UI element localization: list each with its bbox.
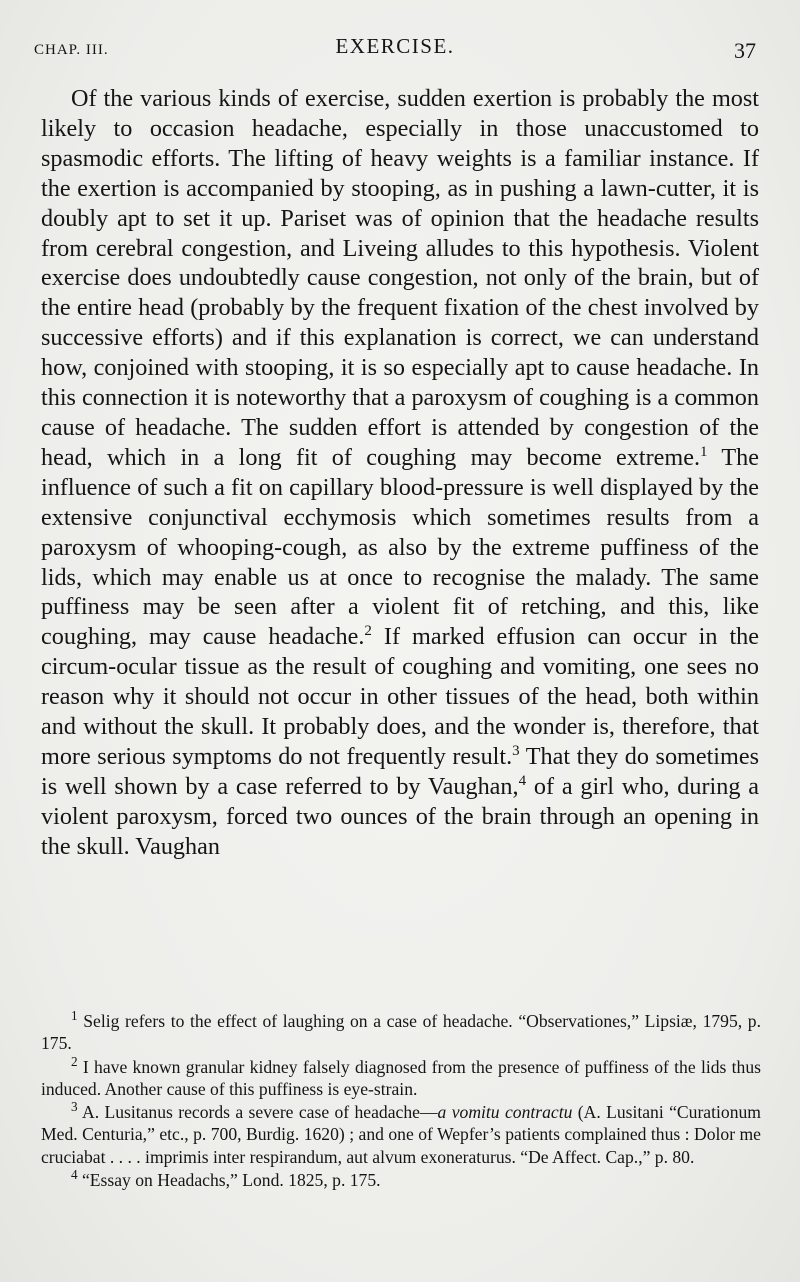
chapter-label: CHAP. III. (34, 42, 109, 58)
footnote-text: (A. Lusitani “Curationum Med. Centuria,” etc., p. 700, Burdig. 1620) ; and one of Wepfer’s patients complained thus : Dolor me cruciabat . . . . imprimis inter respirandum, aut alvum exoneraturus. “De Affect. Cap.,” p. 80. (41, 1102, 761, 1167)
footnote-3 (41, 1101, 761, 1168)
footnote-ref-3: 3 (512, 742, 520, 759)
footnote-mark: 3 (71, 1099, 78, 1115)
body-text-segment: If marked effusion can occur in the circum-ocular tissue as the result of coughing and vomiting, one sees no reason why it should not occur in other tissues of the head, both within and without the skull. It probably does, and the wonder is, therefore, that more serious symptoms do not frequently result. (41, 623, 759, 770)
footnote-ref-4: 4 (518, 772, 527, 789)
body-text (41, 84, 759, 862)
running-title: EXERCISE. (335, 34, 455, 58)
footnote-mark: 2 (71, 1053, 78, 1069)
footnote-4 (41, 1169, 761, 1191)
page-number: 37 (734, 38, 756, 63)
footnotes (41, 1010, 761, 1191)
footnote-1 (41, 1010, 761, 1055)
footnote-italic-phrase: a vomitu contractu (437, 1102, 573, 1123)
footnote-mark: 1 (71, 1008, 78, 1024)
body-text-segment: The influence of such a fit on capillary blood-pressure is well displayed by the extensive conjunctival ecchymosis which sometimes results from a paroxysm of whooping-cough, as also by the extreme puffiness of the lids, which may enable us at once to recognise the malady. The same puffiness may be seen after a violent fit of retching, and this, like coughing, may cause headache. (41, 443, 759, 651)
body-paragraph (41, 84, 759, 862)
footnote-ref-1: 1 (700, 443, 708, 460)
footnote-text: “Essay on Headachs,” Lond. 1825, p. 175. (77, 1170, 381, 1191)
body-text-segment: That they do sometimes is well shown by a case referred to by Vaughan, (41, 742, 759, 800)
body-text-segment: Of the various kinds of exercise, sudden exertion is probably the most likely to occasion headache, especially in those unaccustomed to spasmodic efforts. The lifting of heavy weights is a familiar instance. If the exertion is accompanied by stooping, as in pushing a lawn-cutter, it is doubly apt to set it up. Pariset was of opinion that the headache results from cerebral congestion, and Liveing alludes to this hypothesis. Violent exercise does undoubtedly cause congestion, not only of the brain, but of the entire head (probably by the frequent fixation of the chest involved by successive efforts) and if this explanation is correct, we can understand how, conjoined with stooping, it is so especially apt to cause headache. In this connection it is noteworthy that a paroxysm of coughing is a common cause of headache. The sudden effort is attended by congestion of the head, which in a long fit of coughing may become extreme. (41, 85, 759, 471)
footnote-text: I have known granular kidney falsely diagnosed from the presence of puffiness of the lids thus induced. Another cause of this puffiness is eye-strain. (41, 1056, 761, 1099)
running-header (34, 34, 756, 66)
body-text-segment: of a girl who, during a violent paroxysm, forced two ounces of the brain through an opening in the skull. Vaughan (41, 772, 759, 860)
footnote-ref-2: 2 (364, 623, 372, 640)
footnote-mark: 4 (71, 1167, 78, 1183)
footnote-text: Selig refers to the effect of laughing on a case of headache. “Observationes,” Lipsiæ, 1795, p. 175. (41, 1011, 761, 1054)
footnote-2 (41, 1053, 761, 1101)
footnote-text: A. Lusitanus records a severe case of headache— (77, 1102, 438, 1123)
